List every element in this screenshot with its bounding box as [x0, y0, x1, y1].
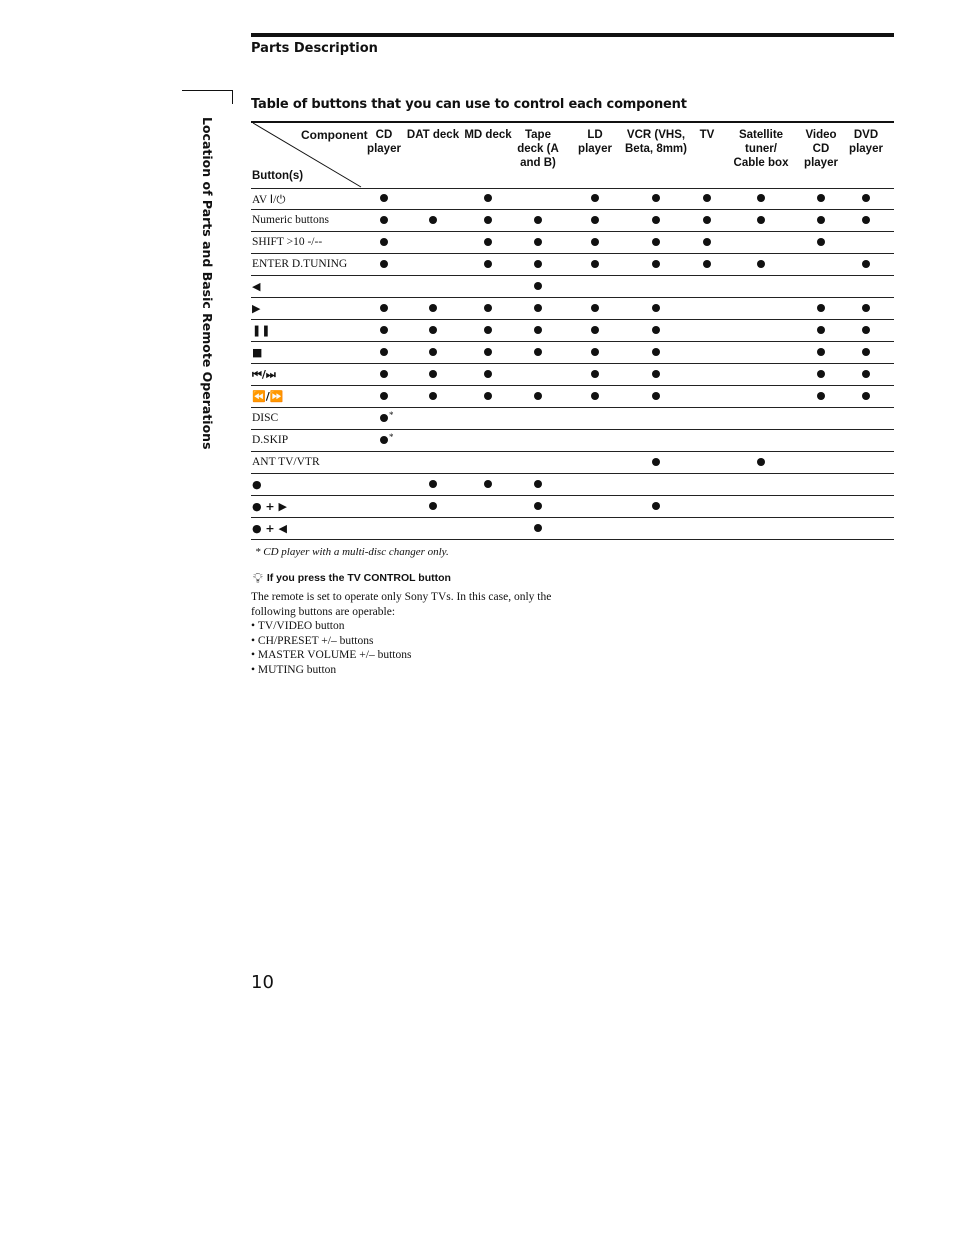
availability-dot — [652, 260, 660, 268]
row-label: SHIFT >10 -/-- — [252, 236, 323, 248]
availability-dot — [380, 238, 388, 246]
column-header: VCR (VHS, Beta, 8mm) — [625, 129, 687, 155]
table-row — [251, 188, 894, 210]
availability-dot — [484, 260, 492, 268]
table-row — [251, 298, 894, 320]
table-title: Table of buttons that you can use to control each component — [251, 97, 687, 112]
availability-dot — [484, 370, 492, 378]
column-header: Tape deck (A and B) — [517, 129, 559, 169]
availability-dot — [703, 238, 711, 246]
availability-dot — [591, 348, 599, 356]
availability-dot — [652, 392, 660, 400]
availability-dot — [380, 348, 388, 356]
table-row — [251, 518, 894, 540]
availability-dot — [817, 216, 825, 224]
availability-dot — [652, 216, 660, 224]
availability-dot — [380, 392, 388, 400]
availability-dot — [534, 238, 542, 246]
availability-dot — [380, 194, 388, 202]
availability-dot — [703, 216, 711, 224]
availability-dot — [652, 194, 660, 202]
table-row — [251, 452, 894, 474]
row-label: ▶ — [252, 302, 261, 315]
availability-dot — [484, 392, 492, 400]
availability-dot — [429, 216, 437, 224]
tip-list-item: • MASTER VOLUME +/– buttons — [251, 648, 411, 663]
availability-dot — [817, 392, 825, 400]
row-label: ANT TV/VTR — [252, 456, 320, 468]
availability-dot — [862, 370, 870, 378]
availability-dot — [757, 458, 765, 466]
table-row — [251, 232, 894, 254]
table-row — [251, 430, 894, 452]
availability-dot — [757, 194, 765, 202]
table-row — [251, 496, 894, 518]
availability-dot — [757, 260, 765, 268]
availability-dot — [652, 326, 660, 334]
availability-dot — [591, 194, 599, 202]
availability-dot — [534, 392, 542, 400]
availability-dot — [817, 326, 825, 334]
availability-dot — [429, 370, 437, 378]
row-label: D.SKIP — [252, 434, 289, 446]
availability-dot — [862, 392, 870, 400]
availability-dot — [534, 348, 542, 356]
section-title: Parts Description — [251, 41, 378, 56]
tip-title: If you press the TV CONTROL button — [266, 572, 451, 584]
side-tab-box — [182, 90, 233, 104]
side-chapter-label: Location of Parts and Basic Remote Operations — [200, 117, 215, 450]
availability-dot — [380, 216, 388, 224]
buttons-header: Button(s) — [252, 170, 304, 182]
availability-dot — [652, 304, 660, 312]
table-row — [251, 320, 894, 342]
availability-dot — [591, 304, 599, 312]
availability-dot — [862, 216, 870, 224]
page-number: 10 — [251, 972, 274, 993]
column-header: LD player — [578, 129, 612, 155]
column-header: DVD player — [849, 129, 883, 155]
availability-dot — [380, 304, 388, 312]
table-row — [251, 254, 894, 276]
table-footnote: * CD player with a multi-disc changer only. — [255, 546, 449, 558]
row-label: ❚❚ — [252, 324, 271, 337]
row-label: Numeric buttons — [252, 214, 329, 226]
component-header: Component — [301, 128, 368, 142]
table-row — [251, 474, 894, 496]
availability-dot — [484, 238, 492, 246]
tip-list — [251, 619, 411, 677]
availability-dot — [591, 370, 599, 378]
availability-dot — [862, 348, 870, 356]
availability-dot — [862, 304, 870, 312]
availability-dot — [484, 480, 492, 488]
column-header: MD deck — [464, 129, 512, 141]
availability-dot — [534, 304, 542, 312]
availability-dot — [380, 414, 388, 422]
availability-dot — [429, 480, 437, 488]
tip-list-item: • TV/VIDEO button — [251, 619, 411, 634]
availability-dot — [534, 216, 542, 224]
row-label: ⏮/⏭ — [252, 368, 276, 381]
availability-dot — [652, 348, 660, 356]
table-row — [251, 386, 894, 408]
tip-text: The remote is set to operate only Sony TVs. In this case, only the following buttons are operable: — [251, 591, 552, 618]
row-label: ● + ▶ — [252, 500, 287, 513]
column-header: Video CD player — [804, 129, 838, 169]
availability-dot — [534, 282, 542, 290]
availability-dot — [484, 216, 492, 224]
column-header: DAT deck — [406, 129, 460, 141]
table-row — [251, 408, 894, 430]
availability-dot — [817, 370, 825, 378]
row-label: ● + ◀ — [252, 522, 287, 535]
footnote-asterisk: * — [389, 432, 394, 442]
tip-heading — [253, 568, 451, 588]
availability-dot — [380, 260, 388, 268]
availability-dot — [484, 304, 492, 312]
table-row — [251, 210, 894, 232]
availability-dot — [429, 304, 437, 312]
row-label: DISC — [252, 412, 279, 424]
availability-dot — [817, 194, 825, 202]
row-label: ENTER D.TUNING — [252, 258, 348, 270]
column-header: CD player — [367, 129, 401, 155]
availability-dot — [534, 502, 542, 510]
availability-dot — [703, 194, 711, 202]
column-header: Satellite tuner/ Cable box — [733, 129, 789, 169]
row-label: AV Ⅰ/⏻ — [252, 194, 286, 206]
availability-dot — [484, 348, 492, 356]
row-divider — [251, 539, 894, 540]
availability-dot — [591, 326, 599, 334]
table-row — [251, 342, 894, 364]
availability-dot — [862, 326, 870, 334]
availability-dot — [380, 370, 388, 378]
availability-dot — [534, 480, 542, 488]
availability-dot — [484, 194, 492, 202]
availability-dot — [652, 370, 660, 378]
availability-dot — [380, 326, 388, 334]
availability-dot — [429, 348, 437, 356]
row-label: ◀ — [252, 280, 261, 293]
availability-dot — [703, 260, 711, 268]
availability-dot — [862, 194, 870, 202]
tip-list-item: • CH/PRESET +/– buttons — [251, 634, 411, 649]
footnote-asterisk: * — [389, 410, 394, 420]
availability-dot — [652, 238, 660, 246]
tip-list-item: • MUTING button — [251, 663, 411, 678]
row-label: ● — [252, 478, 262, 491]
availability-dot — [534, 326, 542, 334]
availability-dot — [591, 216, 599, 224]
availability-dot — [817, 238, 825, 246]
lightbulb-icon: 💡︎ — [253, 572, 263, 587]
availability-dot — [534, 524, 542, 532]
availability-dot — [862, 260, 870, 268]
availability-dot — [652, 458, 660, 466]
availability-dot — [380, 436, 388, 444]
button-component-table — [251, 121, 894, 541]
availability-dot — [757, 216, 765, 224]
availability-dot — [429, 502, 437, 510]
table-row — [251, 276, 894, 298]
availability-dot — [591, 392, 599, 400]
row-label: ⏪/⏩ — [252, 390, 284, 403]
availability-dot — [429, 392, 437, 400]
availability-dot — [817, 348, 825, 356]
availability-dot — [484, 326, 492, 334]
table-row — [251, 364, 894, 386]
availability-dot — [652, 502, 660, 510]
row-label: ■ — [252, 346, 263, 359]
header-rule — [251, 33, 894, 37]
availability-dot — [817, 304, 825, 312]
availability-dot — [591, 260, 599, 268]
availability-dot — [591, 238, 599, 246]
column-header: TV — [699, 129, 715, 141]
availability-dot — [534, 260, 542, 268]
availability-dot — [429, 326, 437, 334]
